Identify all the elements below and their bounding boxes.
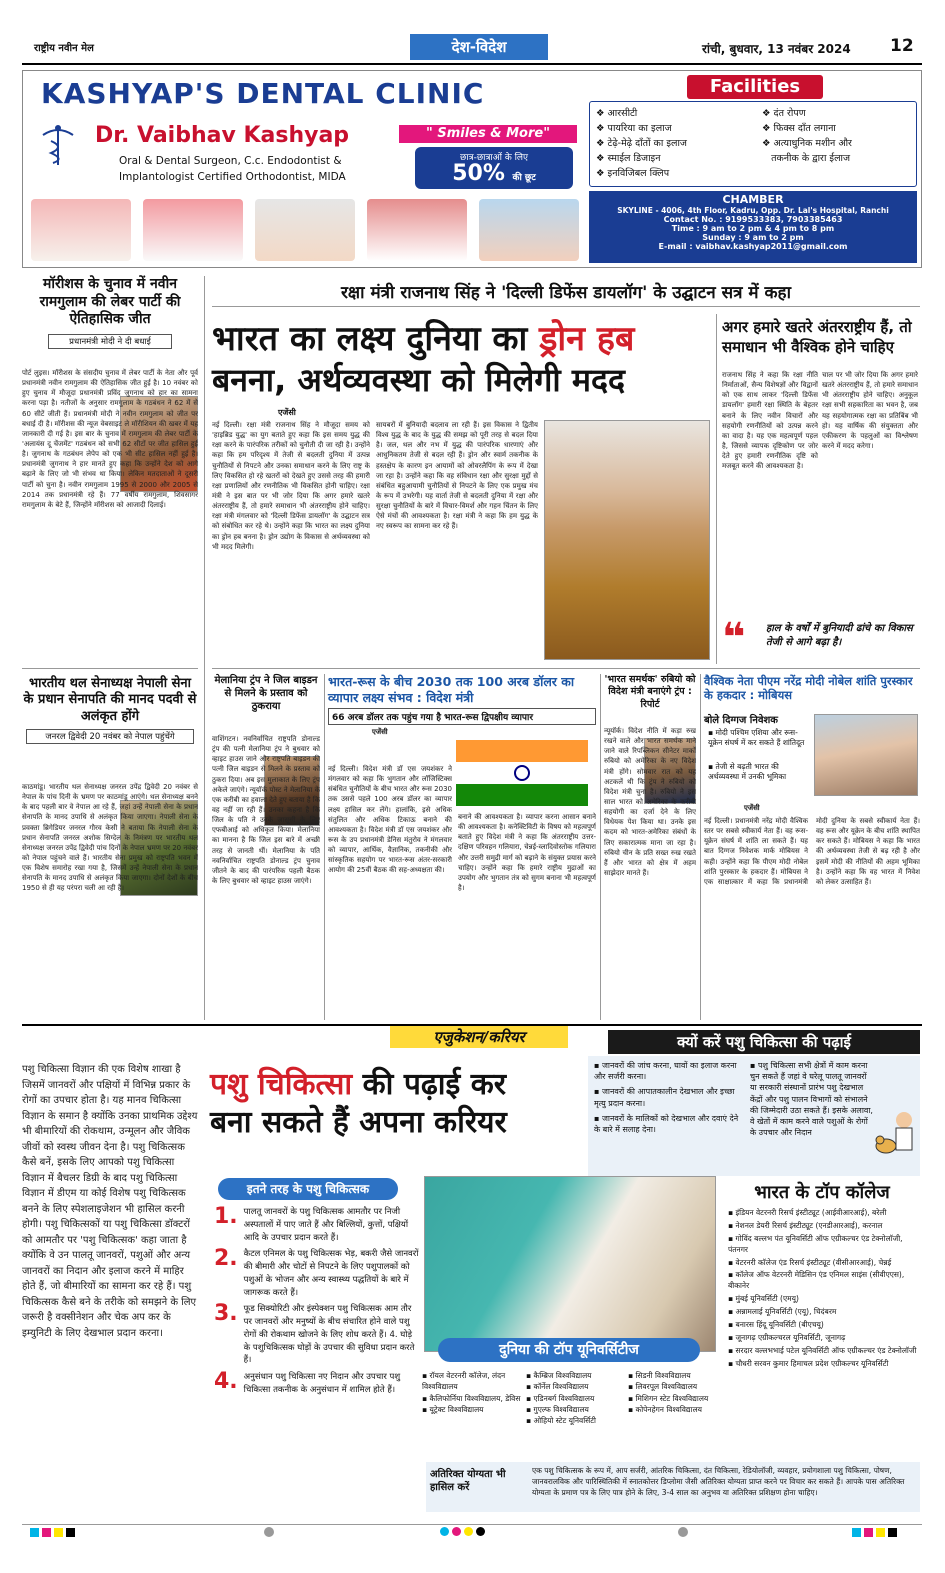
type-item: 1. पालतू जानवरों के पशु चिकित्सक आमतौर पर निजी अस्पतालों में पाए जाते हैं और बिल्लियों, कुत्तों, पक्षियों आदि के उपचार प्रदान करते हैं। [214, 1204, 409, 1243]
rajnath-quote: हाल के वर्षों में बुनियादी ढांचे का विकास तेजी से आगे बढ़ा है। [766, 623, 913, 648]
facility-item: ❖ पायरिया का इलाज [596, 123, 672, 134]
mauritius-subhead: प्रधानमंत्री मोदी ने दी बधाई [48, 334, 172, 349]
types-title: इतने तरह के पशु चिकित्सक [218, 1178, 398, 1200]
nobel-body: नई दिल्ली। प्रधानमंत्री नरेंद्र मोदी वैश्विक स्तर पर सबसे स्वीकार्य नेता हैं। वह रूस-यूक्रेन संघर्ष में शांति ला सकते हैं। यह बात दिग्गज निवेशक मार्क मोबियस ने कही। उन्होंने कहा कि पीएम मोदी नोबेल शांति पुरस्कार के हकदार हैं। मोबियस ने एक साक्षात्कार में कहा कि प्रधानमंत्री मोदी दुनिया के सबसे स्वीकार्य नेता हैं। वह रूस और यूक्रेन के बीच शांति स्थापित कर सकते हैं। मोबियस ने कहा कि भारत की अर्थव्यवस्था तेजी से बढ़ रही है और इसमें मोदी की नीतियों की अहम भूमिका है। उन्होंने कहा कि वह भारत में निवेश को लेकर उत्साहित हैं। [704, 817, 920, 886]
registration-dot [264, 1527, 274, 1537]
extra-text: एक पशु चिकित्सक के रूप में, आप सर्जरी, आंतरिक चिकित्सा, दंत चिकित्सा, रेडियोलॉजी, व्यवहार, प्रयोगशाला पशु चिकित्सा, पोषण, जानवरालविक और पारिस्थितिकी में स्नातकोत्तर डिप्लोमा जैसी अतिरिक्त योग्यता प्राप्त करने पर विचार कर सकते हैं। आपके पास अतिरिक्त योग्यता के प्रमाण पत्र के लिए पात्र होने के लिए, 3-4 साल का अनुभव या अतिरिक्त प्रशिक्षण होना चाहिए। [532, 1466, 905, 1497]
indiarussia-article [328, 674, 596, 1018]
facilities-title: Facilities [687, 75, 823, 99]
nobel-point: ▪ तेजी से बढ़ती भारत की अर्थव्यवस्था में उनकी भूमिका [708, 762, 787, 782]
divider [212, 668, 920, 669]
doctor-qual-2: Implantologist Certified Orthodontist, MIDA [119, 171, 346, 183]
vet-dog-photo [424, 1176, 716, 1352]
college-item: ▪ सरदार वल्लभभाई पटेल यूनिवर्सिटी ऑफ एग्रीकल्चर एंड टेक्नोलॉजी [728, 1345, 917, 1355]
army-article [22, 676, 198, 1020]
nobel-byline: एजेंसी [744, 804, 760, 812]
rajnath-byline: एजेंसी [278, 408, 296, 417]
college-item: ▪ गोविंद बल्लभ पंत यूनिवर्सिटी ऑफ एग्रीकल्चर एंड टेक्नोलॉजी, पंतनगर [728, 1233, 903, 1254]
facility-item: ❖ स्माईल डिजाइन [596, 153, 661, 164]
nobel-headline: वैश्विक नेता पीएम नरेंद्र मोदी नोबेल शांति पुरस्कार के हकदार : मोबियस [704, 674, 913, 703]
nobel-box-title: बोले दिग्गज निवेशक [704, 715, 778, 726]
rajnath-strap: रक्षा मंत्री राजनाथ सिंह ने 'दिल्ली डिफेंस डायलॉग' के उद्घाटन सत्र में कहा [340, 283, 791, 303]
type-item: 2. कैटल एनिमल के पशु चिकित्सक भेड़, बकरी जैसे जानवरों की बीमारी और चोटों से निपटने के लिए पशुपालकों को पशुओं के भोजन और अन्य स्वास्थ्य पद्धतियों के बारे में जागरूक करते हैं। [214, 1246, 419, 1298]
masthead: राष्ट्रीय नवीन मेल [34, 43, 94, 54]
rajnath-body-1: नई दिल्ली। रक्षा मंत्री राजनाथ सिंह ने मौजूदा समय को 'हाइब्रिड युद्ध' का युग बताते हुए कहा कि इस समय युद्ध की रक्षा करने के पारंपरिक तरीकों को चुनौती दी जा रही है। उन्होंने कहा कि हम परिदृश्य में तेजी से बदलती दुनिया में उत्पन्न चुनौतियों से निपटने और उनका समाधान करने के लिए राष्ट्र के लिए विकसित हो रहे खतरों को देखते हुए उससे तरह की हमारी रक्षा प्रणालियों और रणनीतिक भी विकसित होनी चाहिए। रक्षा मंत्री ने इस बात पर भी जोर दिया कि अगर हमारे खतरे अंतरराष्ट्रीय हैं, तो हमारे समाधान भी अंतरराष्ट्रीय होने चाहिए। रक्षा मंत्री मंगलवार को 'दिल्ली डिफेंस डायलॉग' के उद्घाटन सत्र को संबोधित कर रहे थे। उन्होंने कहा कि भारत का लक्ष्य दुनिया का ड्रोन हब बनना है। ड्रोन उद्योग के विकास से अर्थव्यवस्था को भी मदद मिलेगी। [212, 421, 370, 551]
mauritius-headline: मॉरीशस के चुनाव में नवीन रामगुलाम की लेबर पार्टी की ऐतिहासिक जीत [39, 276, 181, 327]
rajnath-headline-1: भारत का लक्ष्य दुनिया का ड्रोन हब [212, 319, 635, 359]
education-banner: एजुकेशन/करियर [390, 1026, 568, 1048]
rajnath-side-body-1: राजनाथ सिंह ने कहा कि रक्षा नीति निर्माताओं, सैन्य विशेषज्ञों और विद्वानों को एक साथ लाकर 'दिल्ली डिफेंस डायलॉग' हमारी रक्षा स्थिति के बेहतर बनाने के लिए नवीन विचारों और सहयोगी रणनीतियों को उत्पन्न करने का वादा है। यह एक महत्वपूर्ण पहल है, जिससे व्यापक दृष्टिकोण पर जोर देते हुए हमारी रणनीतिक दृष्टि को मजबूत करने की आवश्यकता है। [722, 371, 818, 471]
univ-item: ▪ कैम्ब्रिज विश्वविद्यालय [526, 1371, 592, 1380]
facility-item: ❖ टेढ़े-मेढ़े दाँतों का इलाज [596, 138, 687, 149]
divider [324, 674, 325, 1020]
chamber-title: CHAMBER [722, 193, 784, 206]
univ-item: ▪ सिडनी विश्वविद्यालय [628, 1371, 691, 1380]
chamber-line: SKYLINE - 4006, 4th Floor, Kadru, Opp. Dr. Lal's Hospital, Ranchi [617, 206, 889, 215]
univ-item: ▪ यूट्रेक्ट विश्वविद्यालय [422, 1404, 484, 1414]
divider [212, 306, 920, 307]
teeth-image-3 [255, 199, 355, 261]
education-headline: पशु चिकित्सा की पढ़ाई कर बना सकते हैं अपना करियर [210, 1067, 507, 1140]
univ-item: ▪ कोपेनहेगन विश्वविद्यालय [628, 1404, 703, 1414]
extra-label: अतिरिक्त योग्यता भी हासिल करें [430, 1469, 506, 1493]
rajnath-body-2: सायबरों में बुनियादी बदलाव ला रही हैं। इस विकास ने द्वितीय विश्व युद्ध के बाद के युद्ध की समझ को पूरी तरह से बदल दिया है। जल, थल और नभ में युद्ध की पारंपरिक धारणाएं और आधुनिकतम तेजी से बदल रही हैं। ड्रोन और स्वार्म तकनीक के हस्तक्षेप के कारण इन आयामों को ओवरलैपिंग के रूप में देखा जा रहा है। उन्होंने कहा कि वह संविधान रक्षा और सुरक्षा मुद्दों से संबंधित बहुआयामी चुनौतियों से निपटने के लिए एक प्रमुख मंच के रूप में उभरेगी। यह वार्ता तेजी से बदलती दुनिया में रक्षा और सुरक्षा चुनौतियों के बारे में विचार-विमर्श और गहन चिंतन के लिए ऐसे मंचों की आवश्यकता है। रक्षा मंत्री ने कहा कि हम युद्ध के नए स्वरूप का सामना कर रहे हैं। [376, 421, 538, 531]
flag-image [456, 740, 588, 806]
registration-dot [678, 1527, 688, 1537]
rajnath-side-body-2: चाल पर भी जोर दिया कि अगर हमारे खतरे अंतरराष्ट्रीय हैं, तो हमारे समाधान भी अंतरराष्ट्रीय होने चाहिए। अनुकूल रक्षा सभी सहकारिता का भवन है, जब यह सहयोगात्मक रक्षा का प्रतिबिंब भी हो। यह वार्षिक की संयुक्तता और एकीकरण के पहलुओं का विश्लेषण करने में मदद करेगा। [822, 371, 918, 450]
rubio-article [604, 674, 696, 1018]
facility-item: ❖ दंत रोपण [762, 108, 806, 119]
college-item: ▪ मुंबई यूनिवर्सिटी (एमयू) [728, 1294, 799, 1304]
section-label: देश-विदेश [410, 34, 548, 60]
facility-item: ❖ इनविजिबल क्लिप [596, 168, 670, 179]
chamber-box [589, 191, 917, 263]
univ-title: दुनिया की टॉप यूनिवर्सिटीज [438, 1338, 700, 1362]
army-body: काठमांडू। भारतीय थल सेनाध्यक्ष जनरल उपेंद्र द्विवेदी 20 नवंबर से नेपाल के पांच दिनी के भ्रमण पर काठमांडू आएंगे। थल सेनाध्यक्ष बनने के बाद पहली बार वे नेपाल आ रहे हैं, जहां उन्हें नेपाली सेना के प्रधान सेनापति के मानद उपाधि से अलंकृत किया जाएगा। नेपाली सेना के प्रवक्ता ब्रिगेडियर जनरल गौरव केसी ने बताया कि नेपाली सेना के प्रधान सेनापति जनरल अशोक सिग्देल के निमंत्रण पर भारतीय थल सेनाध्यक्ष जनरल उपेंद्र द्विवेदी पांच दिनों के नेपाल भ्रमण पर 20 नवंबर को नेपाल पहुंचने वाले हैं। भारतीय सेना प्रमुख को राष्ट्रपति भवन में एक विशेष समारोह रखा गया है, जिसमें उन्हें नेपाली सेना के प्रधान सेनापति के मानद उपाधि से अलंकृत किया जाएगा। दोनों देशों के बीच 1950 से ही यह परंपरा चली आ रही है। [22, 783, 198, 893]
color-registration-left [30, 1528, 75, 1537]
melania-article [212, 674, 320, 1018]
college-item: ▪ नेशनल डेयरी रिसर्च इंस्टीट्यूट (एनडीआरआई), करनाल [728, 1220, 883, 1230]
doctor-qual-1: Oral & Dental Surgeon, C.c. Endodontist & [119, 155, 342, 167]
rajnath-headline-2: बनना, अर्थव्यवस्था को मिलेगी मदद [212, 361, 625, 399]
facility-item: तकनीक के द्वारा ईलाज [771, 153, 851, 164]
offer-top: छात्र-छात्राओं के लिए [459, 153, 529, 163]
color-registration-right [852, 1528, 897, 1537]
teeth-image-1 [31, 199, 131, 261]
doctor-name: Dr. Vaibhav Kashyap [95, 123, 350, 148]
dateline: रांची, बुधवार, 13 नवंबर 2024 [702, 42, 851, 56]
nobel-article [704, 674, 920, 1018]
univ-col [526, 1370, 626, 1426]
rubio-headline: 'भारत समर्थक' रुबियो को विदेश मंत्री बनाएंगे ट्रंप : रिपोर्ट [604, 674, 696, 710]
rajnath-photo [544, 420, 710, 660]
teeth-image-5 [479, 199, 579, 261]
univ-item: ▪ गुएल्फ विश्वविद्यालय [526, 1404, 589, 1414]
army-headline: भारतीय थल सेनाध्यक्ष नेपाली सेना के प्रधान सेनापति की मानद पदवी से अलंकृत होंगे [23, 676, 197, 724]
mauritius-body: पोर्ट लुइस। मॉरीशस के संसदीय चुनाव में लेबर पार्टी के नेता और पूर्व प्रधानमंत्री नवीन रामगुलाम की ऐतिहासिक जीत हुई है। 10 नवंबर को हुए चुनाव में मौजूदा प्रधानमंत्री प्रविंद जुगनाथ को हार का सामना करना पड़ा है। नतीजों के अनुसार रामगुलाम के गठबंधन ने 62 में से 60 सीटें जीती हैं। प्रधानमंत्री मोदी ने नवीन रामगुलाम को जीत पर बधाई दी है। मॉरीशस की न्यूज वेबसाइट ले मॉरीशियन की खबर में यह जानकारी दी गई है। इस बार के चुनाव में रामगुलाम की लेबर पार्टी के 'अलायंस दू चेंजमेंट' गठबंधन को सभी 62 सीटों पर जीत हासिल हुई है। जुगनाथ के गठबंधन लेपेप को एक भी सीट हासिल नहीं हुई है। प्रधानमंत्री जुगनाथ ने हार मानते हुए कहा कि उन्होंने देश को आगे बढ़ाने के लिए जो भी संभव था किया। लेकिन मतदाताओं ने दूसरी पार्टी को चुना है। नवीन रामगुलाम 1995 से 2000 और 2005 से 2014 तक प्रधानमंत्री रहे हैं। 77 वर्षीय रामगुलाम, शिवसागर रामगुलाम के बेटे हैं, जिन्होंने मॉरीशस को आजादी दिलाई। [22, 369, 198, 509]
facilities-left-list [596, 106, 687, 181]
page-number: 12 [890, 36, 914, 56]
type-item: 3. फूड सिक्योरिटी और इंस्पेक्शन पशु चिकित्सक आम तौर पर जानवरों और मनुष्यों के बीच संचारित होने वाले पशु रोगों की रोकथाम खोजने के लिए शोध करते हैं। 4. घोड़े के पशुचिकित्सक घोड़ों के उपचार की सुविधा प्रदान करते हैं। [214, 1301, 415, 1366]
offer-suffix: की छूट [512, 173, 536, 183]
army-subhead: जनरल द्विवेदी 20 नवंबर को नेपाल पहुंचेंगे [26, 729, 194, 744]
facilities-box [589, 101, 917, 187]
univ-item: ▪ रॉयल वेटरनरी कॉलेज, लंदन विश्वविद्यालय [422, 1371, 506, 1392]
nobel-point: ▪ मोदी पश्चिम एशिया और रूस-यूक्रेन संघर्ष में कर सकते हैं शांतिदूत [708, 728, 805, 748]
offer-percent: 50% [452, 161, 505, 186]
colleges-list [728, 1208, 920, 1369]
teeth-image-2 [143, 199, 243, 261]
mobius-photo [814, 714, 918, 796]
why-item: ▪ जानवरों की जांच करना, घावों का इलाज करना और सर्जरी करना। [594, 1061, 737, 1082]
melania-headline: मेलानिया ट्रंप ने जिल बाइडन से मिलने के प्रस्ताव को ठुकराया [214, 675, 318, 712]
divider [700, 674, 701, 1020]
melania-body: वाशिंगटन। नवनिर्वाचित राष्ट्रपति डोनाल्ड ट्रंप की पत्नी मेलानिया ट्रंप ने बुधवार को व्हाइट हाउस जाने और राष्ट्रपति बाइडन की पत्नी जिल बाइडन से मिलने के प्रस्ताव को ठुकरा दिया। अब इस मुलाकात के लिए ट्रंप अकेले जाएंगे। न्यूयॉर्क पोस्ट ने मेलानिया के एक करीबी का हवाला देते हुए बताया है कि वह नहीं जा रही हैं। उनका कहना है कि जिल के पति ने उनके जासूसी के लिए एफबीआई को अधिकृत किया। मेलानिया का मानना है कि जिल इस बारे में अच्छी तरह से जानती थीं। मेलानिया के पति नवनिर्वाचित राष्ट्रपति डोनाल्ड ट्रंप चुनाव जीतने के बाद की पारंपरिक पहली बैठक के लिए बुधवार को व्हाइट हाउस जाएंगे। [212, 735, 320, 885]
education-intro: पशु चिकित्सा विज्ञान की एक विशेष शाखा है जिसमें जानवरों और पक्षियों में विभिन्न प्रकार के रोगों का उपचार होता है। यह मानव चिकित्सा विज्ञान के समान है क्योंकि उनका प्राथमिक उद्देश्य भी बीमारियों की रोकथाम, उन्मूलन और जैविक जीवों को स्वस्थ जीवन देना है। पशु चिकित्सक कैसे बनें, इसके लिए आपको पशु चिकित्सा विज्ञान में बैचलर डिग्री के बाद पशु चिकित्सा विज्ञान में डीएम या कोई विशेष पशु चिकित्सक बनने के लिए स्पेशलाइजेशन भी हासिल करनी होगी। पशु चिकित्सकों या पशु चिकित्सा डॉक्टरों को आमतौर पर 'पशु चिकित्सक' कहा जाता है क्योंकि वे उन पालतू जानवरों, पशुओं और अन्य जानवरों का निदान और इलाज करने में माहिर होते हैं, जो बीमारियों का सामना कर रहे हैं। पशु चिकित्सक कैसे बने के तरीके को समझने के लिए जरूरी है वक्सीनेशन और चेक अप कर के इम्युनिटी के लिए देखभाल प्रदान करना। [22, 1064, 198, 1339]
divider [204, 276, 205, 1020]
univ-item: ▪ कॉर्नेल विश्वविद्यालय [526, 1382, 589, 1392]
quote-mark-icon: ❝ [722, 615, 746, 661]
college-item: ▪ कॉलेज ऑफ वेटरनरी मेडिसिन एंड एनिमल साइंस (सीवीएएस), बीकानेर [728, 1270, 905, 1291]
page-header [22, 32, 922, 66]
college-item: ▪ वेटरनरी कॉलेज एंड रिसर्च इंस्टीट्यूट (वीसीआरआई), चेन्नई [728, 1257, 892, 1267]
college-item: ▪ जूनागढ़ एग्रीकल्चरल यूनिवर्सिटी, जूनागढ़ [728, 1332, 846, 1342]
caduceus-icon [33, 123, 83, 167]
type-item: 4. अनुसंधान पशु चिकित्सा नए निदान और उपचार पशु चिकित्सा तकनीक के अनुसंधान में शामिल होते हैं। [214, 1369, 401, 1395]
college-item: ▪ चौधरी सरवन कुमार हिमाचल प्रदेश एग्रीकल्चर यूनिवर्सिटी [728, 1358, 889, 1368]
education-section [22, 1024, 922, 1518]
facility-item: ❖ आरसीटी [596, 108, 638, 119]
chamber-line: Time : 9 am to 2 pm & 4 pm to 8 pm [671, 224, 835, 233]
divider [22, 668, 198, 669]
rubio-body: न्यूयॉर्क। विदेश नीति में कड़ा रुख रखने वाले और भारत समर्थक माने जाने वाले रिपब्लिकन सीनेटर मार्को रुबियो को अमेरिका के नए विदेश मंत्री होंगे। सोमवार रात को यह अटकलें थी कि ट्रंप ने रुबियो को विदेश मंत्री चुना है। रुबियो ने इस साल भारत को अमेरिका के करीबी सहयोगी का दर्जा देने के लिए विधेयक पेश किया था। उनके इस कदम को भारत-अमेरिका संबंधों के लिए सकारात्मक माना जा रहा है। रुबियो चीन के प्रति सख्त रुख रखते हैं और भारत को क्षेत्र में अहम साझेदार मानते हैं। [604, 727, 696, 877]
indiarussia-subhead: 66 अरब डॉलर तक पहुंच गया है भारत-रूस द्विपक्षीय व्यापार [328, 708, 596, 725]
why-title: क्यों करें पशु चिकित्सा की पढ़ाई [608, 1030, 920, 1054]
chamber-line: Contact No. : 9199533383, 7903385463 [663, 215, 843, 224]
divider [600, 674, 601, 1020]
offer-badge [415, 147, 573, 189]
chamber-line: Sunday : 9 am to 2 pm [702, 233, 804, 242]
colleges-title: भारत के टॉप कॉलेज [754, 1182, 890, 1203]
dental-ad [22, 70, 922, 268]
facility-item: ❖ अत्याधुनिक मशीन और [762, 138, 852, 149]
clinic-name: KASHYAP'S DENTAL CLINIC [41, 77, 485, 110]
why-item: ▪ जानवरों की आपातकालीन देखभाल और इच्छा मृत्यु प्रदान करना। [594, 1087, 735, 1108]
headline-accent: ड्रोन हब [539, 319, 635, 359]
teeth-image-4 [367, 199, 467, 261]
indiarussia-body: नई दिल्ली। विदेश मंत्री डॉ एस जयशंकर ने मंगलवार को कहा कि भुगतान और लॉजिस्टिक्स संबंधित चुनौतियों के बीच भारत और रूस 2030 तक उससे पहले 100 अरब डॉलर का व्यापार लक्ष्य हासिल कर लेंगे। हालांकि, इसे अधिक संतुलित और अधिक टिकाऊ बनाने की आवश्यकता है। विदेश मंत्री डॉ एस जयशंकर और रूस के उप प्रधानमंत्री डेनिस मंतुरोव ने मंगलवार को व्यापार, आर्थिक, वैज्ञानिक, तकनीकी और सांस्कृतिक सहयोग पर भारत-रूस अंतर-सरकारी आयोग की 25वीं बैठक की सह-अध्यक्षता की। [328, 765, 452, 875]
why-list [594, 1060, 744, 1135]
college-item: ▪ बनारस हिंदू यूनिवर्सिटी (बीएचयू) [728, 1319, 824, 1329]
rajnath-side-headline: अगर हमारे खतरे अंतरराष्ट्रीय हैं, तो समाधान भी वैश्विक होने चाहिए [722, 318, 912, 356]
indiarussia-headline: भारत-रूस के बीच 2030 तक 100 अरब डॉलर का व्यापार लक्ष्य संभव : विदेश मंत्री [328, 674, 575, 705]
header-rule [22, 63, 922, 65]
vet-cartoon-icon [874, 1108, 918, 1158]
chamber-line: E-mail : vaibhav.kashyap2011@gmail.com [658, 242, 848, 251]
univ-item: ▪ ओहियो स्टेट यूनिवर्सिटी [526, 1416, 596, 1425]
indiarussia-body-2: बनाने की आवश्यकता है। व्यापार करना आसान बनाने की आवश्यकता है। कनेक्टिविटी के विषय को महत्वपूर्ण बताते हुए विदेश मंत्री ने कहा कि अंतरराष्ट्रीय उत्तर-दक्षिण परिवहन गलियारा, चेन्नई-व्लादिवोस्तोक गलियारा और उत्तरी समुद्री मार्ग को बढ़ाने के संयुक्त प्रयास करने चाहिए। उन्होंने कहा कि हमारे राष्ट्रीय मुद्राओं का उपयोग और भुगतान तंत्र को सुगम बनाना भी महत्वपूर्ण है। [458, 813, 596, 892]
education-headline-accent: पशु चिकित्सा [210, 1067, 353, 1102]
univ-col [628, 1370, 720, 1415]
ad-tagline: " Smiles & More" [399, 125, 577, 143]
univ-item: ▪ कैलिफोर्निया विश्वविद्यालय, डेविस [422, 1393, 521, 1403]
univ-col [422, 1370, 522, 1415]
univ-item: ▪ एडिनबर्ग विश्वविद्यालय [526, 1393, 595, 1403]
why-item: ▪ जानवरों के मालिकों को देखभाल और दवाएं देने के बारे में सलाह देना। [594, 1113, 739, 1134]
college-item: ▪ इंडियन वेटरनरी रिसर्च इंस्टीट्यूट (आईवीआरआई), बरेली [728, 1208, 887, 1217]
types-list [214, 1206, 420, 1397]
divider [716, 314, 717, 664]
univ-item: ▪ लिवरपूल विश्वविद्यालय [628, 1382, 698, 1392]
facilities-right-list [762, 106, 852, 166]
mauritius-article [22, 276, 198, 664]
univ-item: ▪ मिशिगन स्टेट विश्वविद्यालय [628, 1393, 709, 1403]
college-item: ▪ अन्नामलाई यूनिवर्सिटी (एयू), चिदंबरम [728, 1307, 837, 1316]
footer-rule [22, 1524, 922, 1525]
why-right-text: ▪ पशु चिकित्सा सभी क्षेत्रों में काम करना चुन सकते हैं जहां वे घरेलू पालतू जानवरों या सरकारी संस्थानों प्रारंभ पशु देखभाल केंद्रों और पशु पालन विभागों को संभालने की जिम्मेदारी उठा सकते हैं। इसके अलावा, वे खेतों में काम करने वाले पशुओं के रोगों के उपचार और निदान [750, 1061, 873, 1138]
color-registration-center [440, 1527, 485, 1536]
facility-item: ❖ फिक्स दाँत लगाना [762, 123, 836, 134]
indiarussia-byline: एजेंसी [372, 728, 388, 737]
